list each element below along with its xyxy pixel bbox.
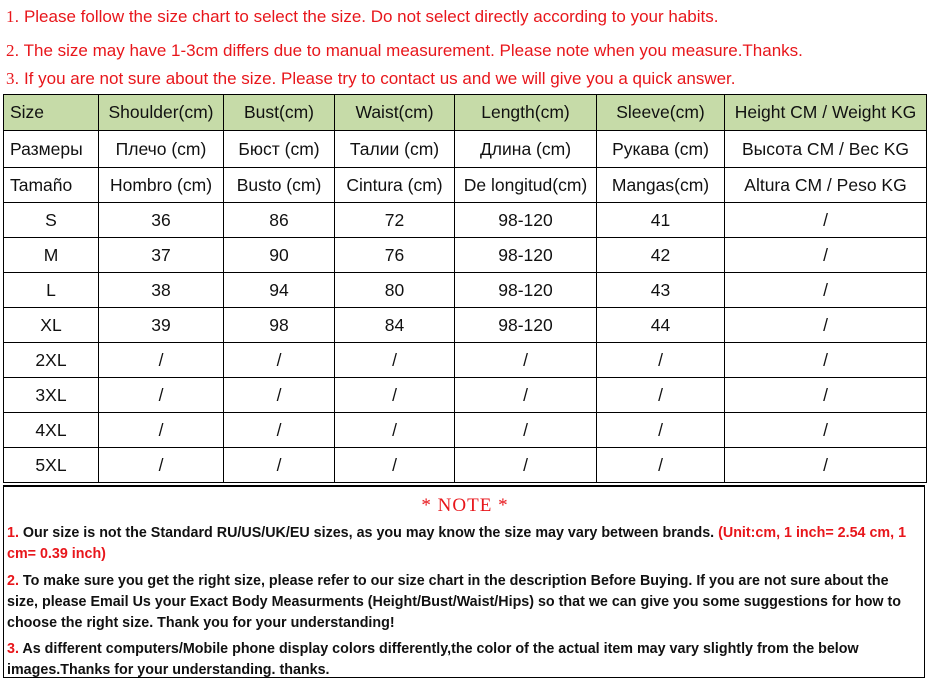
note-text: . The size may have 1-3cm differs due to manual measurement. Please note when you measure.Thanks. [14, 41, 803, 60]
header-row-english [4, 95, 927, 131]
size-label-cell: S [4, 203, 99, 238]
table-cell: 80 [335, 273, 455, 308]
paragraph-number: 1. [7, 525, 19, 541]
table-cell: / [99, 378, 224, 413]
note-line-2 [6, 41, 803, 61]
table-cell: 90 [224, 238, 335, 273]
note-number: 1 [6, 7, 15, 26]
table-cell: / [99, 413, 224, 448]
table-cell: / [725, 448, 927, 483]
note-title: * NOTE * [421, 495, 509, 516]
table-row [4, 203, 927, 238]
table-cell: 98 [224, 308, 335, 343]
table-cell: Hombro (cm) [99, 168, 224, 203]
size-chart-table [3, 94, 927, 483]
table-cell: / [224, 343, 335, 378]
table-cell: Высота CM / Вес KG [725, 131, 927, 168]
table-cell: 84 [335, 308, 455, 343]
table-cell: / [455, 448, 597, 483]
table-cell: Altura CM / Peso KG [725, 168, 927, 203]
table-cell: Плечо (cm) [99, 131, 224, 168]
table-cell: / [597, 378, 725, 413]
table-cell: / [725, 378, 927, 413]
note-paragraph-1 [7, 523, 912, 565]
note-line-1 [6, 7, 718, 27]
table-cell: 94 [224, 273, 335, 308]
table-cell: Height CM / Weight KG [725, 95, 927, 131]
table-row [4, 413, 927, 448]
table-cell: / [597, 448, 725, 483]
table-cell: Cintura (cm) [335, 168, 455, 203]
note-line-3 [6, 69, 736, 89]
table-cell: 98-120 [455, 273, 597, 308]
size-label-cell: L [4, 273, 99, 308]
table-cell: / [224, 378, 335, 413]
size-label-cell: Tamaño [4, 168, 99, 203]
size-label-cell: Размеры [4, 131, 99, 168]
table-cell: 38 [99, 273, 224, 308]
table-cell: 72 [335, 203, 455, 238]
note-number: 3 [6, 69, 15, 88]
header-row-spanish [4, 168, 927, 203]
table-cell: De longitud(cm) [455, 168, 597, 203]
table-cell: / [335, 448, 455, 483]
note-number: 2 [6, 41, 15, 60]
table-cell: / [455, 378, 597, 413]
table-cell: 44 [597, 308, 725, 343]
paragraph-text: As different computers/Mobile phone display colors differently,the color of the actual item may vary slightly from the below images.Thanks for your understanding. thanks. [7, 641, 859, 678]
table-cell: / [335, 413, 455, 448]
table-cell: / [597, 343, 725, 378]
table-cell: Shoulder(cm) [99, 95, 224, 131]
table-row [4, 448, 927, 483]
table-cell: 86 [224, 203, 335, 238]
table-cell: Длина (cm) [455, 131, 597, 168]
table-row [4, 238, 927, 273]
note-text: . Please follow the size chart to select the size. Do not select directly according to your habits. [14, 7, 719, 26]
note-paragraph-2 [7, 571, 912, 634]
size-label-cell: 3XL [4, 378, 99, 413]
table-row [4, 343, 927, 378]
table-cell: / [224, 413, 335, 448]
note-paragraph-3 [7, 639, 912, 681]
table-row [4, 308, 927, 343]
note-box [3, 485, 925, 678]
table-cell: / [725, 273, 927, 308]
table-cell: / [597, 413, 725, 448]
table-cell: 98-120 [455, 308, 597, 343]
paragraph-text: To make sure you get the right size, please refer to our size chart in the description Before Buying. If you are not sure about the size, please Email Us your Exact Body Measurments (Height/Bust/Waist/Hips) so that we can give you some suggestions for how to choose the right size. Thank you for your understanding! [7, 573, 902, 631]
unit-info: (Unit:cm, 1 inch= 2.54 cm, 1 cm= 0.39 inch) [7, 525, 907, 562]
table-cell: / [725, 203, 927, 238]
table-cell: 98-120 [455, 238, 597, 273]
paragraph-text: Our size is not the Standard RU/US/UK/EU sizes, as you may know the size may vary between brands. [18, 525, 719, 541]
table-cell: 39 [99, 308, 224, 343]
table-cell: / [335, 343, 455, 378]
table-cell: 42 [597, 238, 725, 273]
size-label-cell: 2XL [4, 343, 99, 378]
header-row-russian [4, 131, 927, 168]
table-row [4, 378, 927, 413]
table-cell: 41 [597, 203, 725, 238]
table-cell: Bust(cm) [224, 95, 335, 131]
size-table-body [4, 95, 927, 483]
table-cell: / [99, 448, 224, 483]
table-cell: 36 [99, 203, 224, 238]
size-label-cell: XL [4, 308, 99, 343]
table-cell: Waist(cm) [335, 95, 455, 131]
table-cell: Рукава (cm) [597, 131, 725, 168]
table-cell: / [455, 413, 597, 448]
table-cell: 43 [597, 273, 725, 308]
table-cell: Busto (cm) [224, 168, 335, 203]
size-label-cell: 4XL [4, 413, 99, 448]
size-label-cell: M [4, 238, 99, 273]
table-cell: Бюст (cm) [224, 131, 335, 168]
table-cell: Length(cm) [455, 95, 597, 131]
table-cell: / [224, 448, 335, 483]
table-cell: / [725, 308, 927, 343]
note-text: . If you are not sure about the size. Please try to contact us and we will give you a quick answer. [14, 69, 736, 88]
table-cell: / [725, 413, 927, 448]
table-cell: 37 [99, 238, 224, 273]
size-label-cell: Size [4, 95, 99, 131]
table-cell: 76 [335, 238, 455, 273]
table-cell: Талии (cm) [335, 131, 455, 168]
table-row [4, 273, 927, 308]
table-cell: 98-120 [455, 203, 597, 238]
table-cell: Sleeve(cm) [597, 95, 725, 131]
paragraph-number: 3. [7, 641, 19, 657]
paragraph-number: 2. [7, 573, 19, 589]
size-label-cell: 5XL [4, 448, 99, 483]
table-cell: / [99, 343, 224, 378]
table-cell: Mangas(cm) [597, 168, 725, 203]
table-cell: / [335, 378, 455, 413]
table-cell: / [725, 238, 927, 273]
table-cell: / [725, 343, 927, 378]
table-cell: / [455, 343, 597, 378]
